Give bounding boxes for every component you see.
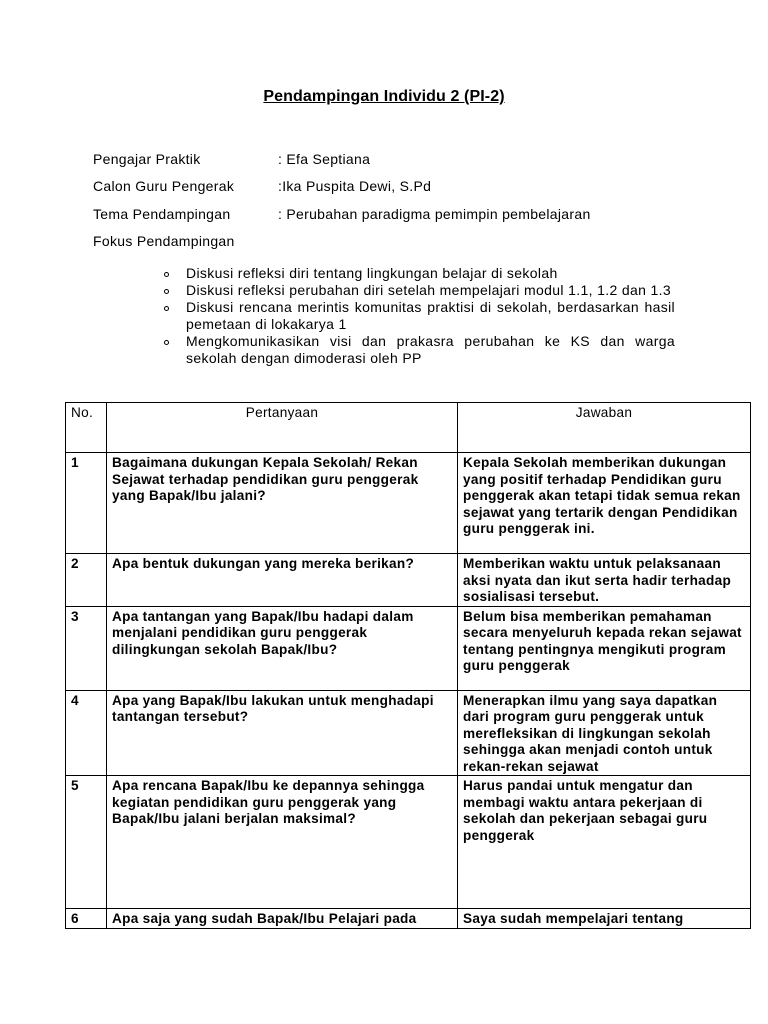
info-block [93,145,591,255]
row-answer: Kepala Sekolah memberikan dukungan yang positif terhadap Pendidikan guru penggerak akan tetapi tidak semua rekan sejawat yang tertarik dengan Pendidikan guru penggerak ini. [458,453,751,554]
info-row-fokus [93,228,591,256]
row-question: Apa bentuk dukungan yang mereka berikan? [107,554,458,607]
header-question: Pertanyaan [107,403,458,453]
row-answer: Memberikan waktu untuk pelaksanaan aksi nyata dan ikut serta hadir terhadap sosialisasi tersebut. [458,554,751,607]
row-question: Apa yang Bapak/Ibu lakukan untuk menghadapi tantangan tersebut? [107,690,458,776]
focus-item: Diskusi refleksi diri tentang lingkungan belajar di sekolah [163,265,675,282]
table-row [66,776,751,909]
info-value: : Perubahan paradigma pemimpin pembelajaran [278,205,591,222]
row-number: 3 [66,606,107,690]
info-row-pengajar [93,145,591,173]
info-label: Tema Pendampingan [93,205,231,222]
info-value: :Ika Puspita Dewi, S.Pd [278,178,432,195]
focus-item: Mengkomunikasikan visi dan prakasra perubahan ke KS dan warga sekolah dengan dimoderasi oleh PP [163,333,675,367]
info-value: : Efa Septiana [278,150,371,167]
header-no: No. [66,403,107,453]
row-number: 6 [66,909,107,929]
table-row [66,909,751,929]
row-number: 4 [66,690,107,776]
qa-table [65,402,751,929]
page-title: Pendampingan Individu 2 (PI-2) [263,88,505,105]
row-answer: Belum bisa memberikan pemahaman secara menyeluruh kepada rekan sejawat tentang pentingnya mengikuti program guru penggerak [458,606,751,690]
row-answer: Harus pandai untuk mengatur dan membagi waktu antara pekerjaan di sekolah dan pekerjaan sebagai guru penggerak [458,776,751,909]
table-row [66,606,751,690]
row-question: Bagaimana dukungan Kepala Sekolah/ Rekan Sejawat terhadap pendidikan guru penggerak yang Bapak/Ibu jalani? [107,453,458,554]
info-row-calon-guru [93,173,591,201]
table-row [66,554,751,607]
table-row [66,690,751,776]
focus-item: Diskusi refleksi perubahan diri setelah mempelajari modul 1.1, 1.2 dan 1.3 [163,282,675,299]
row-number: 2 [66,554,107,607]
row-question: Apa tantangan yang Bapak/Ibu hadapi dalam menjalani pendidikan guru penggerak dilingkungan sekolah Bapak/Ibu? [107,606,458,690]
row-question: Apa rencana Bapak/Ibu ke depannya sehingga kegiatan pendidikan guru penggerak yang Bapak/Ibu jalani berjalan maksimal? [107,776,458,909]
info-label: Fokus Pendampingan [93,233,235,250]
focus-item: Diskusi rencana merintis komunitas praktisi di sekolah, berdasarkan hasil pemetaan di lokakarya 1 [163,299,675,333]
table-header-row [66,403,751,453]
focus-list [163,265,675,367]
table-row [66,453,751,554]
info-row-tema [93,200,591,228]
row-question: Apa saja yang sudah Bapak/Ibu Pelajari pada [107,909,458,929]
row-number: 5 [66,776,107,909]
header-answer: Jawaban [458,403,751,453]
row-answer: Saya sudah mempelajari tentang [458,909,751,929]
info-label: Calon Guru Pengerak [93,178,235,195]
row-number: 1 [66,453,107,554]
info-label: Pengajar Praktik [93,150,201,167]
row-answer: Menerapkan ilmu yang saya dapatkan dari program guru penggerak untuk merefleksikan di lingkungan sekolah sehingga akan menjadi contoh untuk rekan-rekan sejawat [458,690,751,776]
